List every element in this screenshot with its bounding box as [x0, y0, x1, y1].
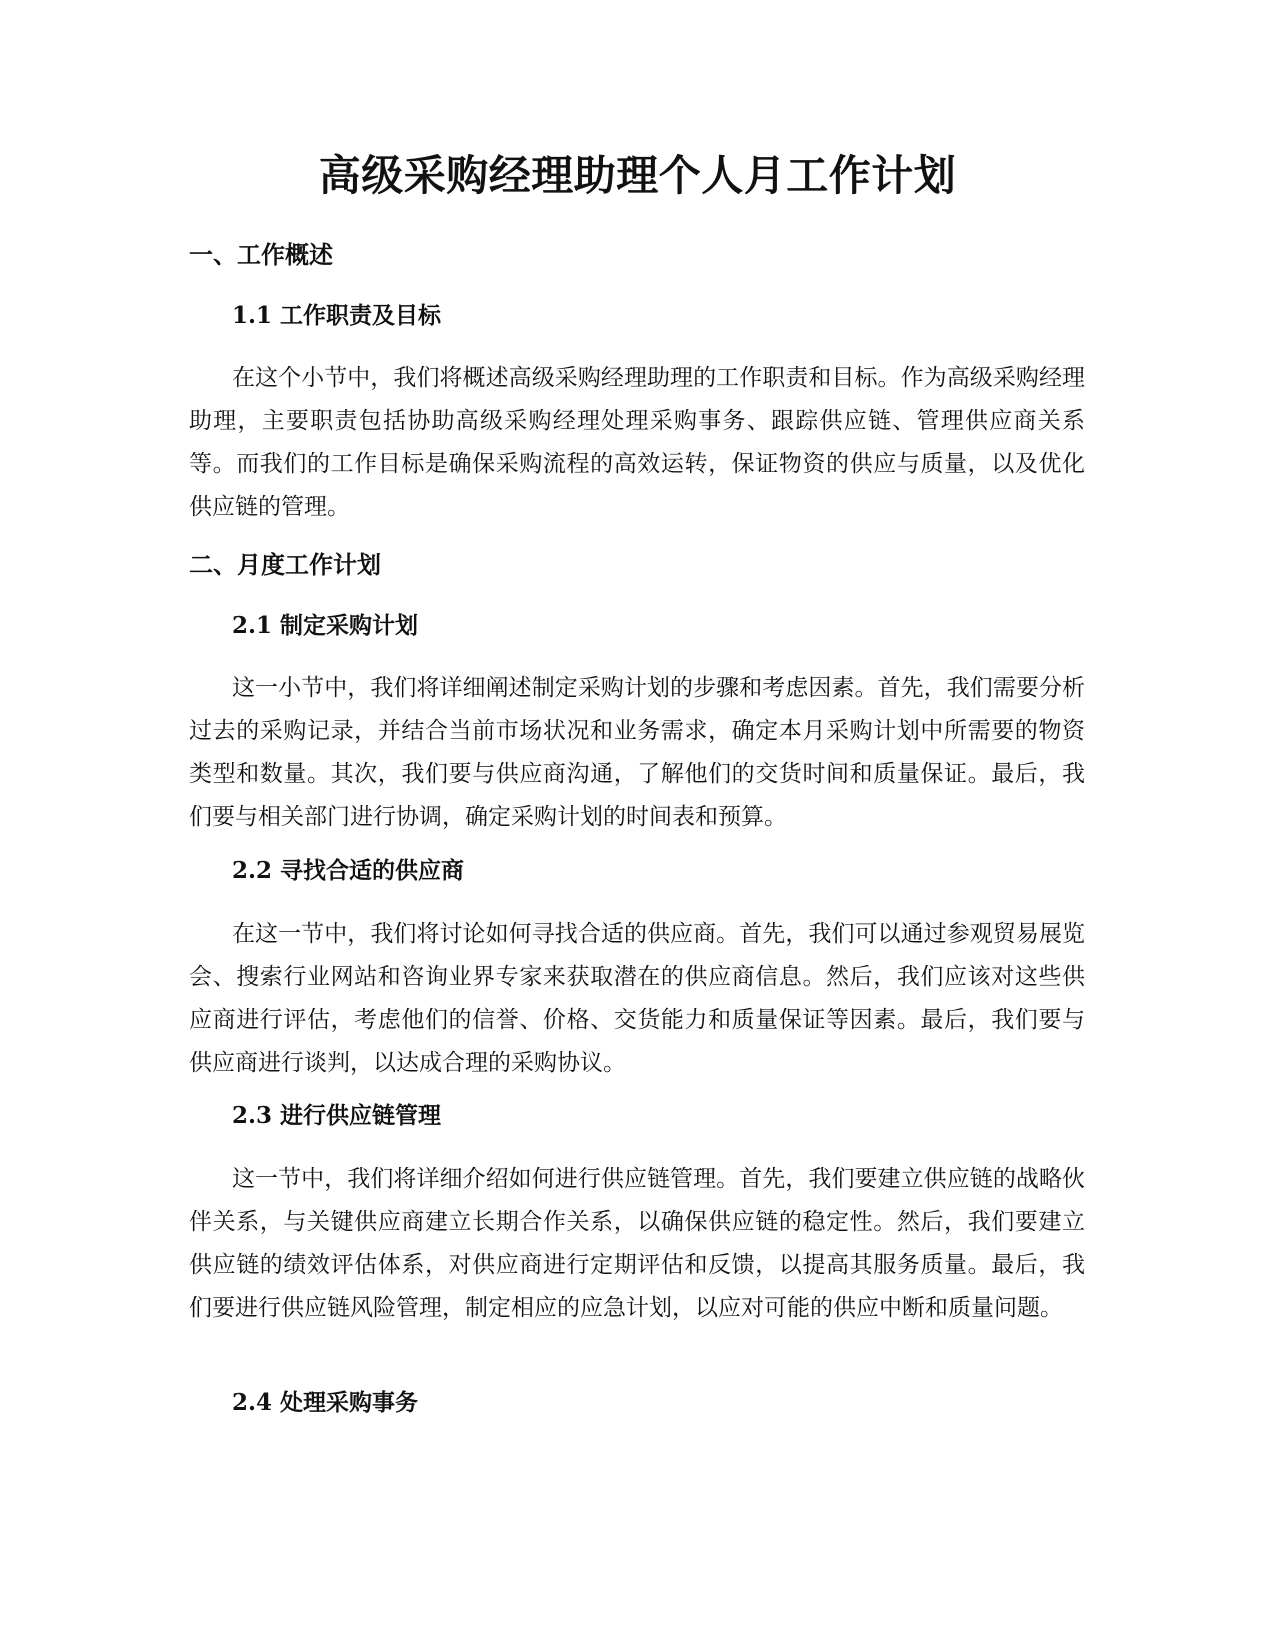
subsection-heading-1-1: 1.1 工作职责及目标	[232, 302, 442, 329]
paragraph-2-3: 这一节中，我们将详细介绍如何进行供应链管理。首先，我们要建立供应链的战略伙伴关系，与关键供应商建立长期合作关系，以确保供应链的稳定性。然后，我们要建立供应链的绩效评估体系，对供应商进行定期评估和反馈，以提高其服务质量。最后，我们要进行供应链风险管理，制定相应的应急计划，以应对可能的供应中断和质量问题。	[189, 1166, 1085, 1321]
paragraph-1-1: 在这个小节中，我们将概述高级采购经理助理的工作职责和目标。作为高级采购经理助理，主要职责包括协助高级采购经理处理采购事务、跟踪供应链、管理供应商关系等。而我们的工作目标是确保采购流程的高效运转，保证物资的供应与质量，以及优化供应链的管理。	[189, 365, 1085, 520]
paragraph-2-1: 这一小节中，我们将详细阐述制定采购计划的步骤和考虑因素。首先，我们需要分析过去的采购记录，并结合当前市场状况和业务需求，确定本月采购计划中所需要的物资类型和数量。其次，我们要与供应商沟通，了解他们的交货时间和质量保证。最后，我们要与相关部门进行协调，确定采购计划的时间表和预算。	[189, 675, 1085, 830]
subsection-heading-2-3: 2.3 进行供应链管理	[232, 1102, 442, 1129]
subsection-heading-2-4: 2.4 处理采购事务	[232, 1389, 419, 1416]
section-heading-overview: 一、工作概述	[189, 241, 333, 269]
section-heading-monthly-plan: 二、月度工作计划	[189, 551, 381, 579]
subsection-heading-2-2: 2.2 寻找合适的供应商	[232, 857, 465, 884]
subsection-heading-2-1: 2.1 制定采购计划	[232, 612, 419, 639]
document-title: 高级采购经理助理个人月工作计划	[318, 151, 957, 200]
paragraph-2-2: 在这一节中，我们将讨论如何寻找合适的供应商。首先，我们可以通过参观贸易展览会、搜索行业网站和咨询业界专家来获取潜在的供应商信息。然后，我们应该对这些供应商进行评估，考虑他们的信誉、价格、交货能力和质量保证等因素。最后，我们要与供应商进行谈判，以达成合理的采购协议。	[189, 921, 1085, 1076]
